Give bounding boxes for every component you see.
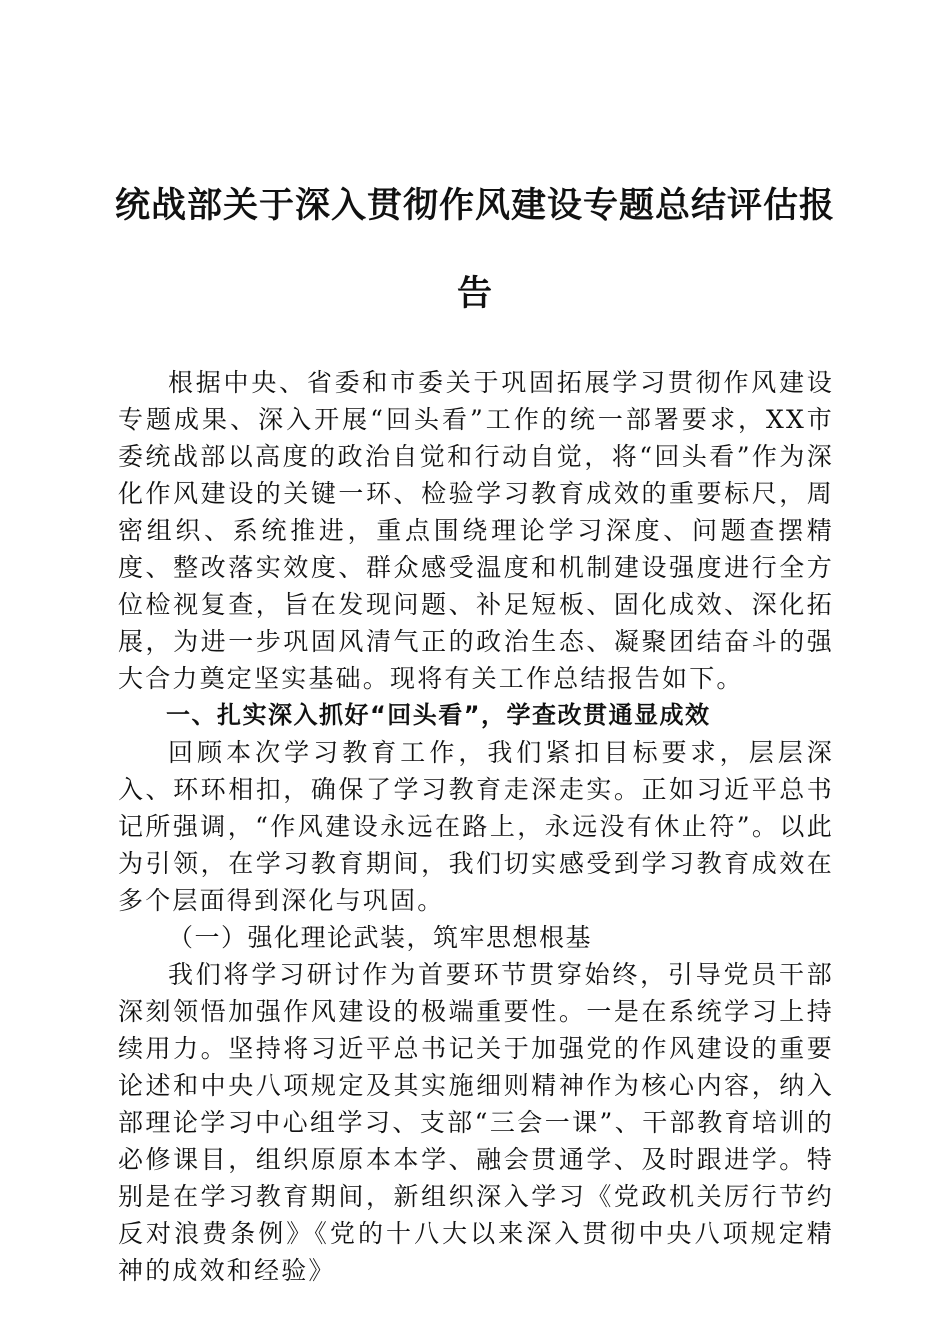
section-1-heading: 一、扎实深入抓好“回头看”，学查改贯通显成效 — [166, 701, 711, 729]
document-body — [118, 364, 834, 1289]
intro-paragraph: 根据中央、省委和市委关于巩固拓展学习贯彻作风建设专题成果、深入开展“回头看”工作的统一部署要求，XX市委统战部以高度的政治自觉和行动自觉，将“回头看”作为深化作风建设的关键一环、检验学习教育成效的重要标尺，周密组织、系统推进，重点围绕理论学习深度、问题查摆精度、整改落实效度、群众感受温度和机制建设强度进行全方位检视复查，旨在发现问题、补足短板、固化成效、深化拓展，为进一步巩固风清气正的政治生态、凝聚团结奋斗的强大合力奠定坚实基础。现将有关工作总结报告如下。 — [118, 368, 834, 693]
document-title: 统战部关于深入贯彻作风建设专题总结评估报告 — [114, 185, 835, 314]
section-1-paragraph: 回顾本次学习教育工作，我们紧扣目标要求，层层深入、环环相扣，确保了学习教育走深走实。正如习近平总书记所强调，“作风建设永远在路上，永远没有休止符”。以此为引领，在学习教育期间，我们切实感受到学习教育成效在多个层面得到深化与巩固。 — [118, 738, 834, 915]
subsection-1-paragraph: 我们将学习研讨作为首要环节贯穿始终，引导党员干部深刻领悟加强作风建设的极端重要性。一是在系统学习上持续用力。坚持将习近平总书记关于加强党的作风建设的重要论述和中央八项规定及其实施细则精神作为核心内容，纳入部理论学习中心组学习、支部“三会一课”、干部教育培训的必修课目，组织原原本本学、融会贯通学、及时跟进学。特别是在学习教育期间，新组织深入学习《党政机关厉行节约反对浪费条例》《党的十八大以来深入贯彻中央八项规定精神的成效和经验》 — [118, 960, 834, 1285]
subsection-1-heading: （一）强化理论武装，筑牢思想根基 — [168, 923, 593, 952]
